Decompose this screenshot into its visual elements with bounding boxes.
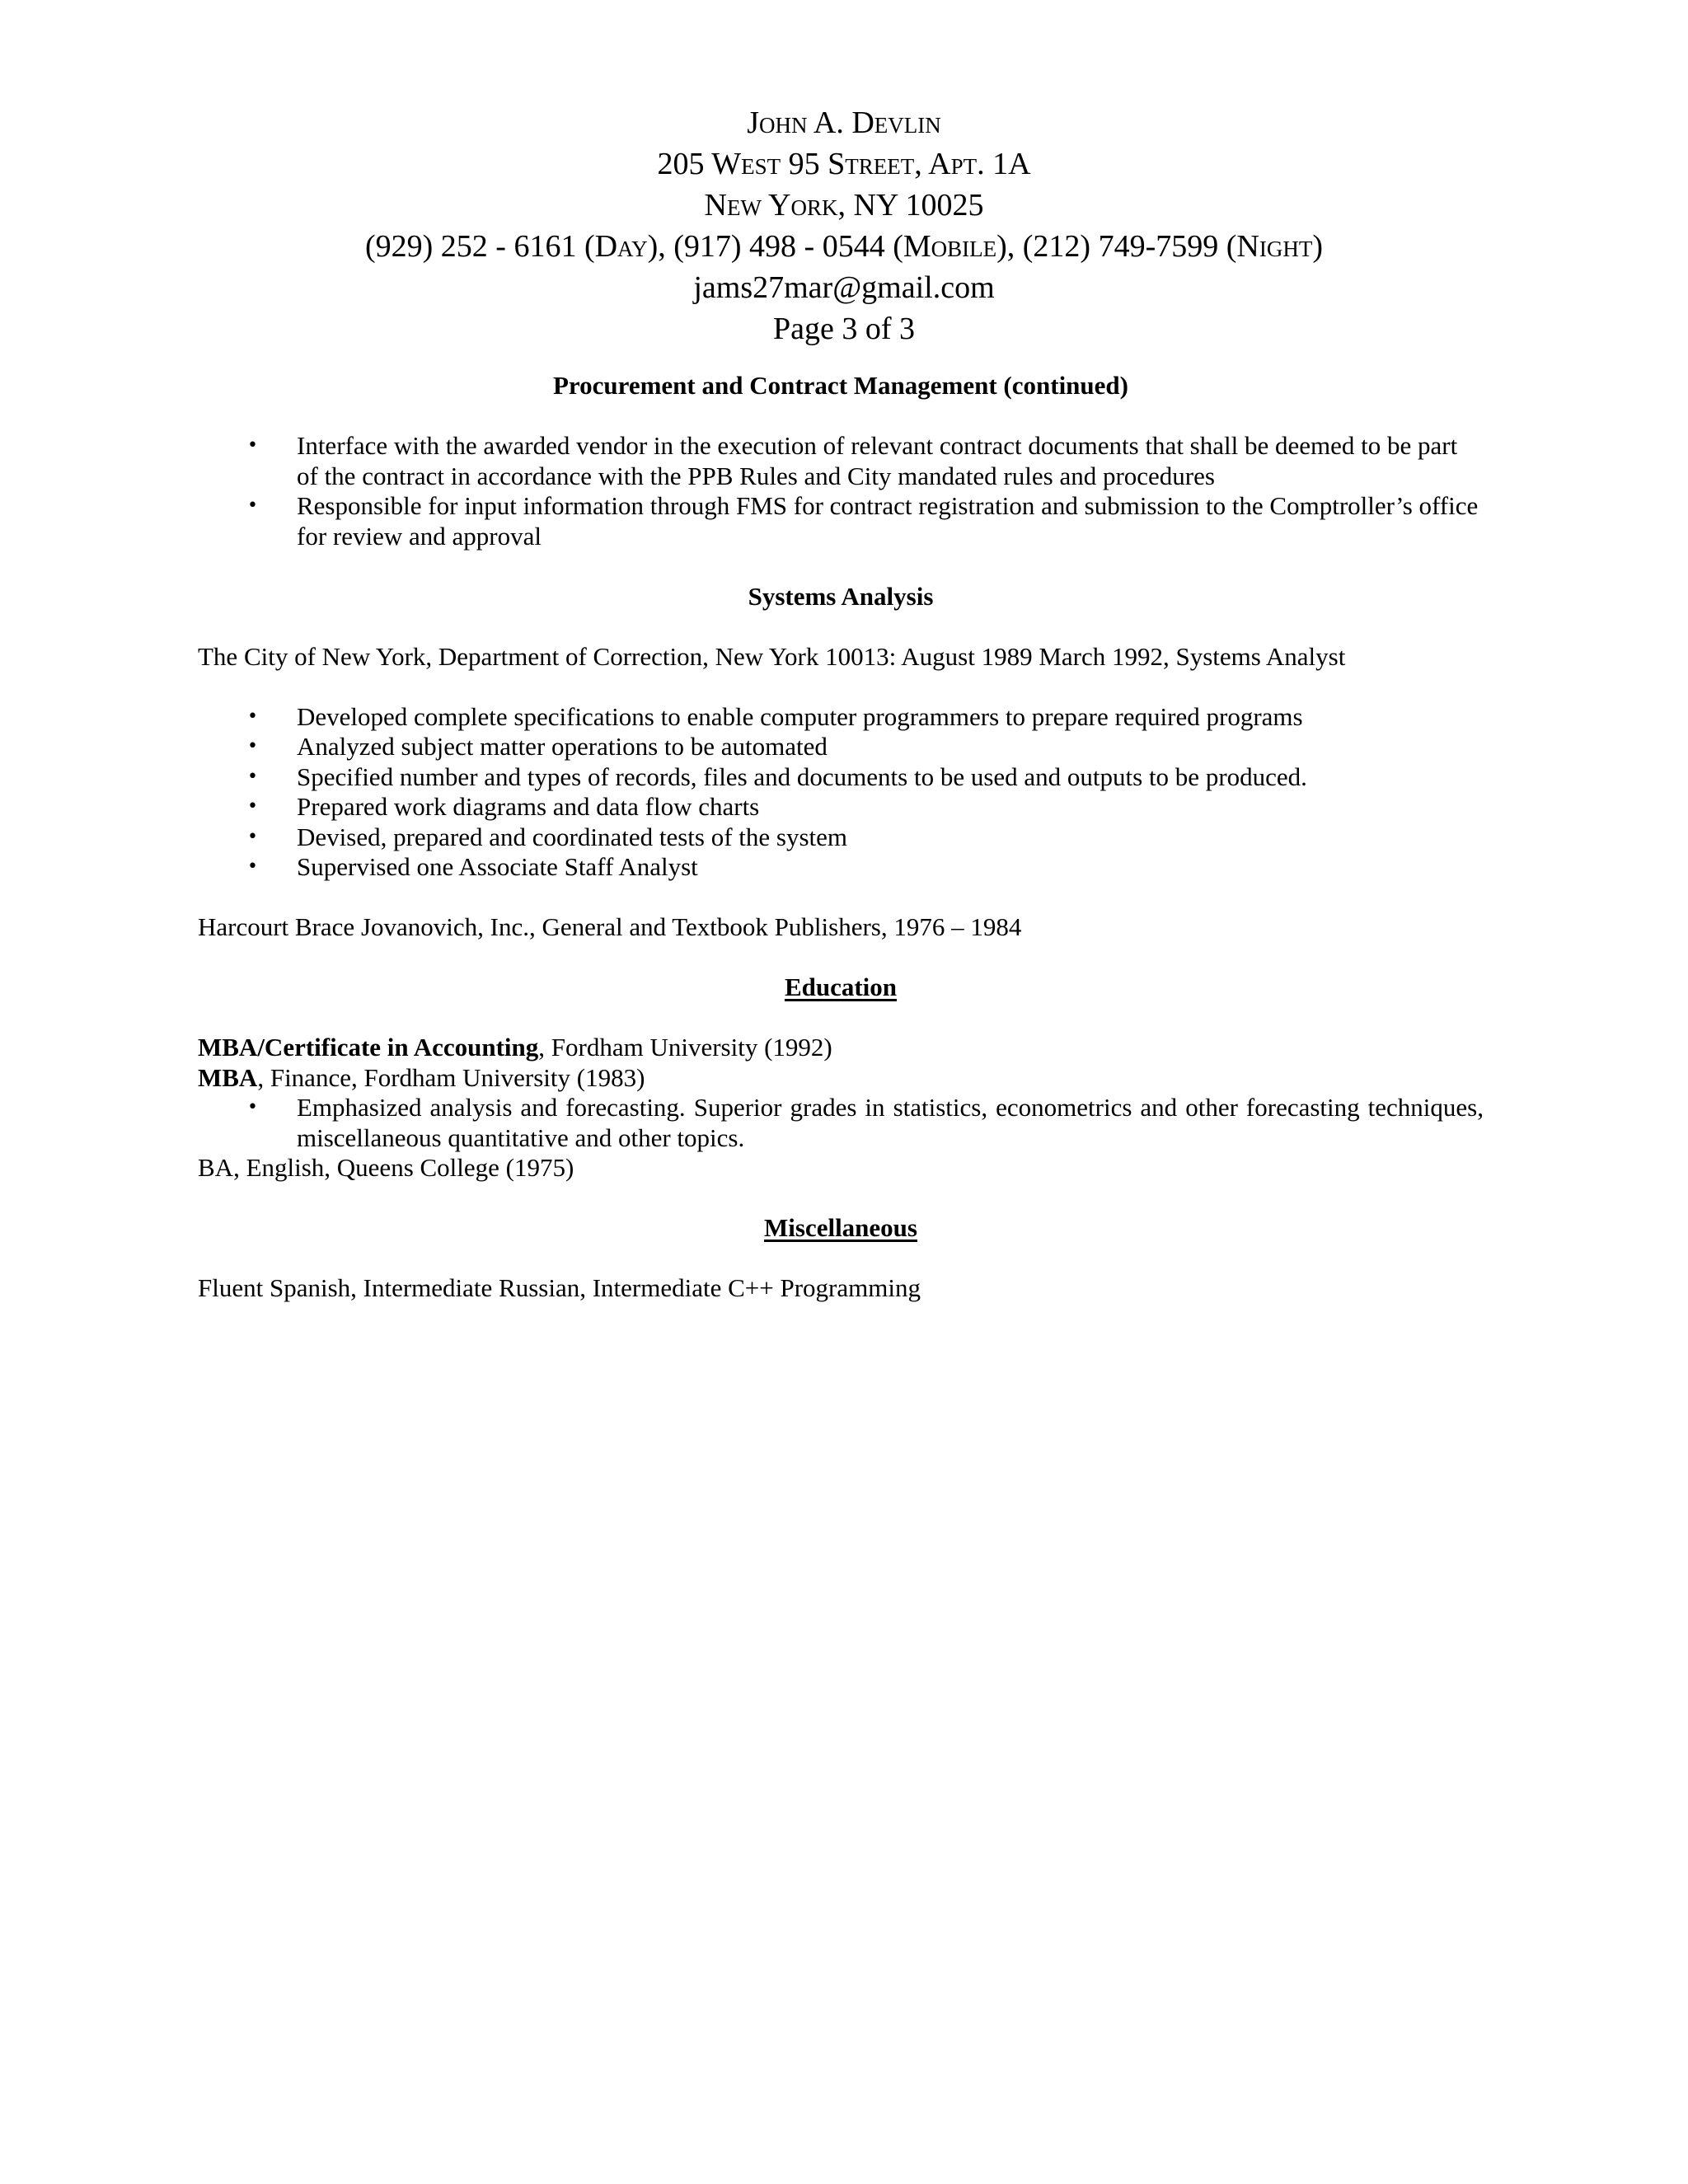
- list-item: [198, 1093, 1484, 1153]
- bullet-icon: •: [247, 766, 258, 787]
- email-address: jams27mar@gmail.com: [693, 270, 995, 305]
- bullet-icon: •: [247, 435, 258, 456]
- section-title-procurement: Procurement and Contract Management (continued): [553, 371, 1128, 400]
- bullet-text: Specified number and types of records, files and documents to be used and outputs to be produced.: [297, 762, 1307, 791]
- bullet-text: Prepared work diagrams and data flow charts: [297, 792, 760, 821]
- resume-body: [198, 371, 1484, 1304]
- bullet-icon: •: [247, 826, 258, 847]
- bullet-text: Responsible for input information through FMS for contract registration and submission to the Comptroller’s office for review and approval: [297, 491, 1479, 551]
- phone-numbers: (929) 252 - 6161 (Day), (917) 498 - 0544 (Mobile), (212) 749-7599 (Night): [365, 229, 1323, 264]
- candidate-name: John A. Devlin: [747, 105, 941, 140]
- page-number: Page 3 of 3: [772, 312, 916, 346]
- bullet-text: Developed complete specifications to enable computer programmers to prepare required programs: [297, 701, 1303, 731]
- contact-header: [0, 102, 1688, 349]
- list-item: [198, 823, 1484, 853]
- bullet-icon: •: [247, 736, 258, 757]
- bullet-text: Interface with the awarded vendor in the execution of relevant contract documents that shall be deemed to be part of the contract in accordance with the PPB Rules and City mandated rules and procedures: [297, 431, 1458, 490]
- bullet-icon: •: [247, 495, 258, 516]
- bullet-text: Supervised one Associate Staff Analyst: [297, 852, 698, 881]
- bullet-icon: •: [247, 1097, 258, 1118]
- address-line-1: 205 West 95 Street, Apt. 1A: [657, 147, 1031, 181]
- education-entry-mba-finance: [198, 1063, 1484, 1094]
- list-item: [198, 702, 1484, 733]
- degree-details: , Fordham University (1992): [538, 1033, 832, 1062]
- prior-employer-line: Harcourt Brace Jovanovich, Inc., General and Textbook Publishers, 1976 – 1984: [198, 912, 1022, 941]
- systems-analysis-bullet-list: [198, 702, 1484, 883]
- education-entry-mba-accounting: [198, 1033, 1484, 1063]
- degree-name: MBA: [198, 1062, 258, 1092]
- bullet-icon: •: [247, 856, 258, 877]
- address-line-2: New York, NY 10025: [704, 188, 984, 223]
- list-item: [198, 792, 1484, 823]
- list-item: [198, 491, 1484, 551]
- degree-name: MBA/Certificate in Accounting: [198, 1033, 539, 1062]
- degree-details: , Finance, Fordham University (1983): [257, 1062, 645, 1092]
- section-title-education: Education: [784, 972, 898, 1001]
- list-item: [198, 852, 1484, 883]
- miscellaneous-text: Fluent Spanish, Intermediate Russian, Intermediate C++ Programming: [198, 1273, 921, 1302]
- section-title-miscellaneous: Miscellaneous: [764, 1213, 917, 1242]
- education-bullet-list: [198, 1093, 1484, 1153]
- list-item: [198, 732, 1484, 762]
- bullet-icon: •: [247, 705, 258, 727]
- list-item: [198, 762, 1484, 793]
- employer-line: The City of New York, Department of Correction, New York 10013: August 1989 March 1992, Systems Analyst: [198, 641, 1346, 671]
- bullet-text: Emphasized analysis and forecasting. Superior grades in statistics, econometrics and other forecasting techniques, miscellaneous quantitative and other topics.: [297, 1093, 1484, 1152]
- bullet-text: Analyzed subject matter operations to be automated: [297, 732, 828, 761]
- bullet-text: Devised, prepared and coordinated tests of the system: [297, 822, 848, 851]
- procurement-bullet-list: [198, 431, 1484, 551]
- list-item: [198, 431, 1484, 491]
- education-entry-ba: BA, English, Queens College (1975): [198, 1153, 574, 1182]
- section-title-systems-analysis: Systems Analysis: [748, 581, 934, 611]
- bullet-icon: •: [247, 796, 258, 817]
